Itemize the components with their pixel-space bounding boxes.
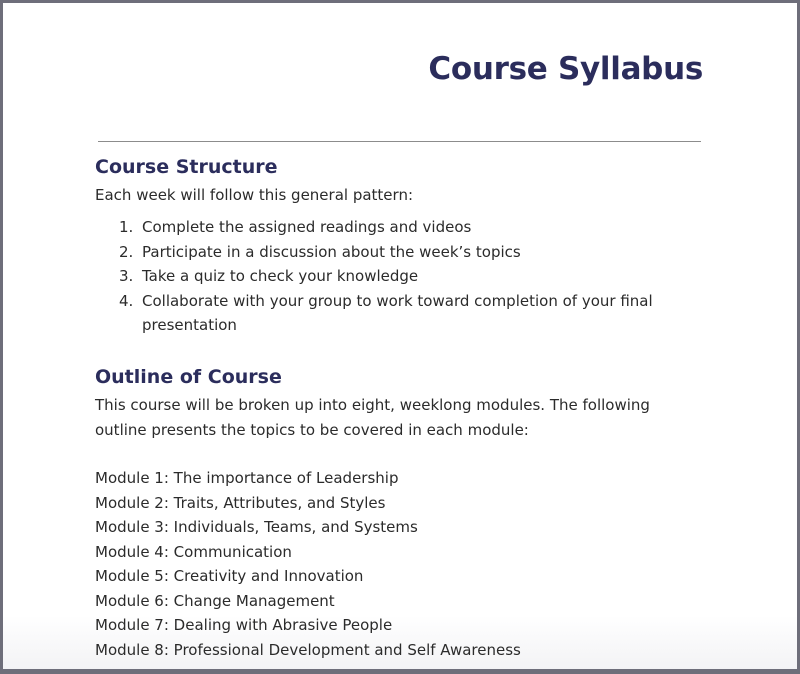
outline-intro: This course will be broken up into eight, weeklong modules. The following outline presents the topics to be covered in each module: bbox=[95, 396, 650, 439]
list-item bbox=[95, 264, 702, 289]
module-item: Module 7: Dealing with Abrasive People bbox=[95, 616, 393, 634]
divider bbox=[98, 141, 701, 142]
list-number: 4. bbox=[119, 291, 134, 310]
list-text: Collaborate with your group to work toward completion of your final presentation bbox=[142, 291, 653, 334]
list-item bbox=[95, 289, 702, 338]
module-item: Module 4: Communication bbox=[95, 542, 292, 561]
list-text: Complete the assigned readings and videos bbox=[142, 218, 472, 236]
document-page bbox=[3, 3, 797, 669]
page-title: Course Syllabus bbox=[428, 51, 703, 87]
section-heading-course-structure: Course Structure bbox=[95, 156, 278, 178]
list-item bbox=[95, 240, 702, 265]
list-text: Take a quiz to check your knowledge bbox=[142, 267, 419, 285]
module-item: Module 2: Traits, Attributes, and Styles bbox=[95, 493, 386, 512]
list-number: 3. bbox=[119, 267, 134, 285]
section-heading-outline: Outline of Course bbox=[95, 366, 282, 388]
list-number: 2. bbox=[119, 242, 134, 261]
module-item: Module 3: Individuals, Teams, and Systems bbox=[95, 518, 418, 536]
module-item: Module 8: Professional Development and Self Awareness bbox=[95, 640, 521, 659]
weekly-pattern-list bbox=[95, 215, 702, 338]
module-item: Module 1: The importance of Leadership bbox=[95, 469, 399, 487]
list-text: Participate in a discussion about the week’s topics bbox=[142, 242, 521, 261]
list-item bbox=[95, 215, 702, 240]
module-list bbox=[95, 466, 521, 662]
module-item: Module 6: Change Management bbox=[95, 591, 335, 610]
list-number: 1. bbox=[119, 218, 134, 236]
course-structure-intro: Each week will follow this general pattern: bbox=[95, 186, 414, 204]
module-item: Module 5: Creativity and Innovation bbox=[95, 567, 364, 585]
